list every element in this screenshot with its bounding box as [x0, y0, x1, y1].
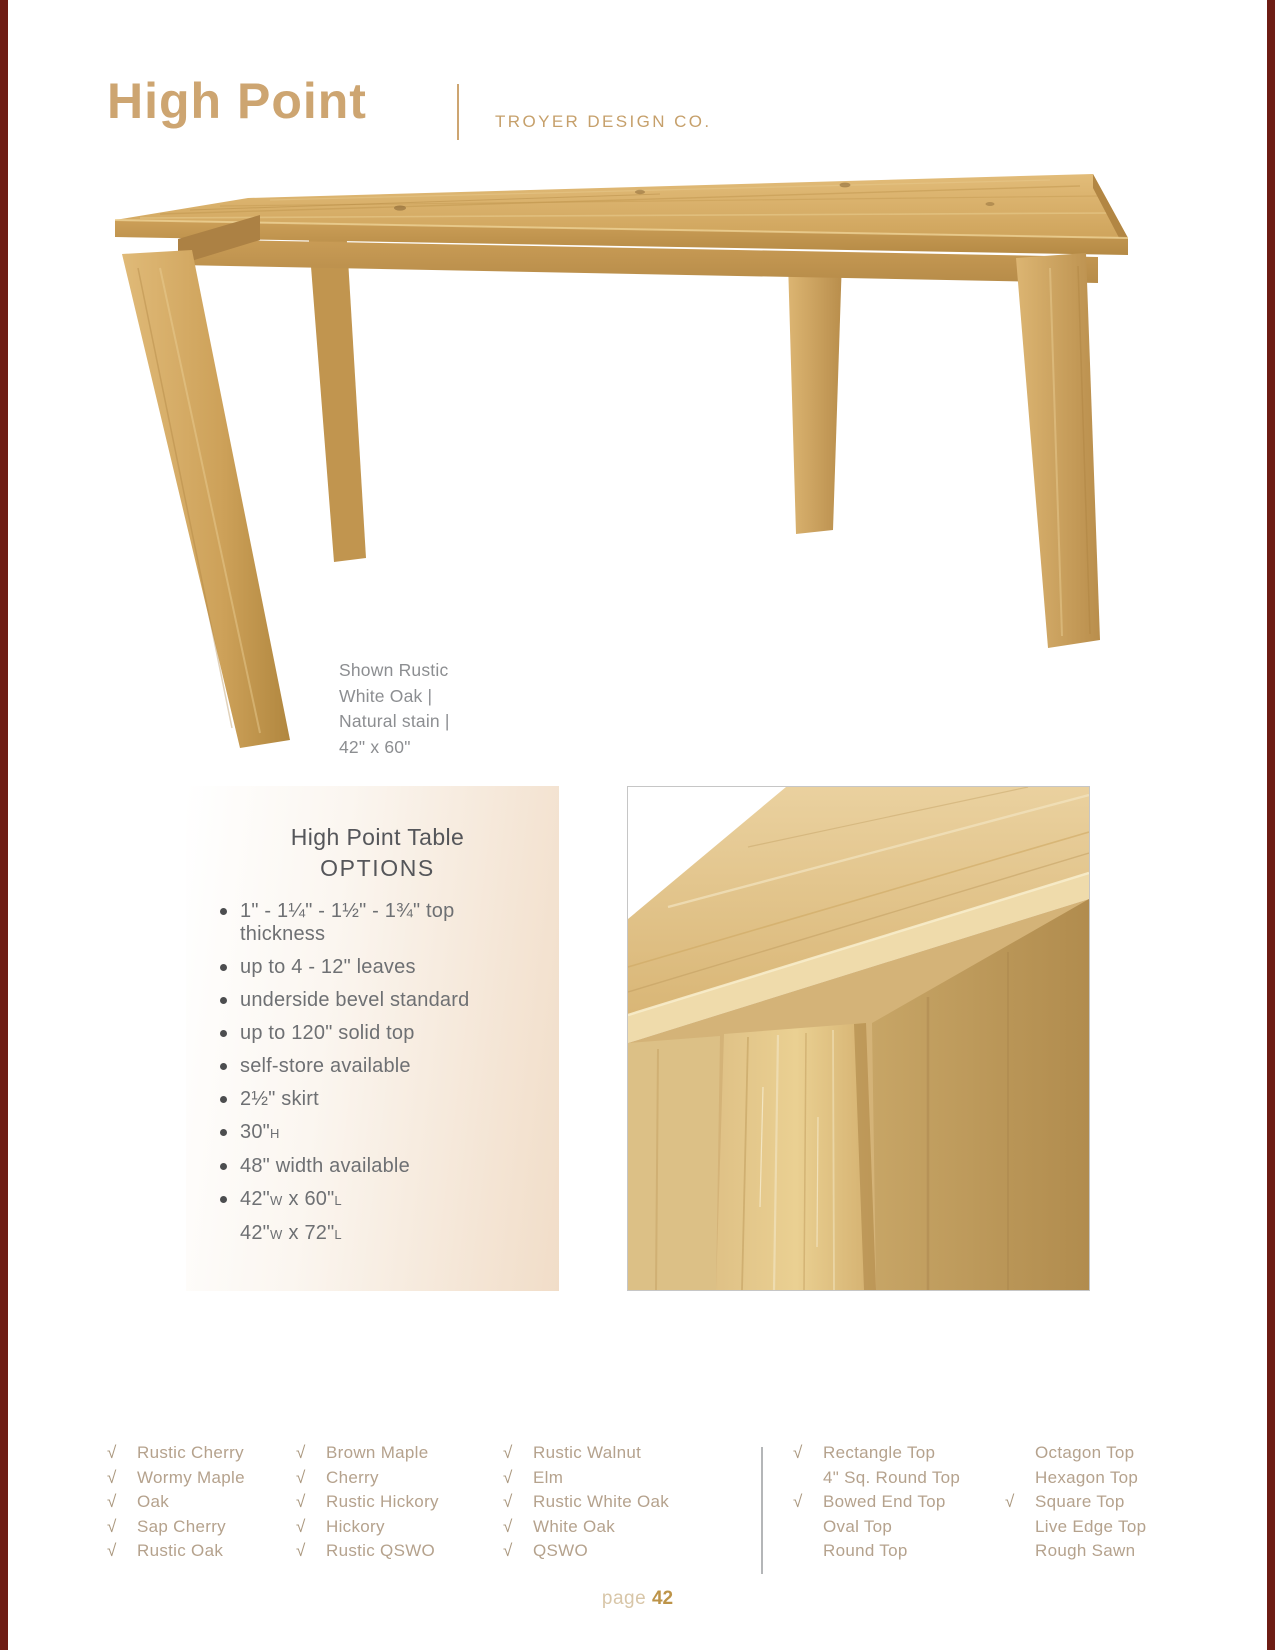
brand-name: TROYER DESIGN CO.	[495, 112, 712, 131]
check-mark: √	[503, 1516, 513, 1536]
check-mark: √	[793, 1443, 803, 1462]
footer-page-number: 42	[651, 1588, 674, 1609]
check-mark: √	[503, 1541, 513, 1561]
finish-row	[1005, 1515, 1146, 1540]
bullet-dot	[220, 1063, 227, 1070]
options-list	[214, 900, 541, 1246]
finish-row	[793, 1539, 960, 1564]
option-item-continuation: 42"W x 72"L	[214, 1222, 541, 1246]
finish-label: Oak	[137, 1492, 170, 1512]
finish-label: Octagon Top	[1035, 1443, 1135, 1462]
finish-label: QSWO	[533, 1541, 589, 1561]
footer-label: page	[601, 1588, 652, 1609]
option-item: 2½" skirt	[214, 1088, 541, 1111]
check-mark: √	[1005, 1492, 1015, 1512]
check-mark: √	[503, 1467, 513, 1487]
finish-label: Rustic Walnut	[533, 1443, 642, 1462]
finish-row	[503, 1441, 669, 1466]
table-illustration	[100, 158, 1145, 770]
finish-label: Hexagon Top	[1035, 1467, 1139, 1487]
finish-row	[1005, 1490, 1146, 1515]
option-item: 48" width available	[214, 1155, 541, 1178]
finish-row	[503, 1539, 669, 1564]
closeup-photo	[627, 786, 1090, 1291]
finish-label: Live Edge Top	[1035, 1516, 1147, 1536]
finish-row	[1005, 1539, 1146, 1564]
finish-label: Rectangle Top	[823, 1443, 936, 1462]
finish-row	[1005, 1441, 1146, 1466]
bullet-dot	[220, 908, 227, 915]
finish-label: Bowed End Top	[823, 1492, 946, 1512]
check-mark: √	[107, 1443, 117, 1462]
bullet-dot	[220, 1163, 227, 1170]
finish-row	[503, 1490, 669, 1515]
options-title	[214, 822, 541, 884]
finish-row	[296, 1466, 439, 1491]
finish-column	[107, 1441, 245, 1564]
finish-label: Oval Top	[823, 1516, 893, 1536]
finish-column	[296, 1441, 439, 1564]
finish-row	[1005, 1466, 1146, 1491]
option-item: 1" - 1¼" - 1½" - 1¾" top thickness	[214, 900, 541, 946]
finish-row	[107, 1515, 245, 1540]
finish-label: Round Top	[823, 1541, 908, 1561]
finish-column	[1005, 1441, 1146, 1564]
table-photo	[100, 158, 1145, 770]
finish-row	[793, 1515, 960, 1540]
finish-label: Brown Maple	[326, 1443, 429, 1462]
finish-label: 4" Sq. Round Top	[823, 1467, 961, 1487]
option-item: up to 4 - 12" leaves	[214, 956, 541, 979]
options-title-line2: OPTIONS	[320, 855, 435, 881]
caption-line: White Oak |	[339, 685, 433, 706]
option-item: self-store available	[214, 1055, 541, 1078]
check-mark: √	[503, 1492, 513, 1512]
right-edge-bar	[1267, 0, 1275, 1650]
check-mark: √	[107, 1541, 117, 1561]
option-item: up to 120" solid top	[214, 1022, 541, 1045]
finish-label: Rough Sawn	[1035, 1541, 1136, 1561]
option-item: 42"W x 60"L	[214, 1188, 541, 1212]
finish-label: Rustic White Oak	[533, 1492, 670, 1512]
finish-row	[107, 1490, 245, 1515]
finish-row	[503, 1515, 669, 1540]
finish-label: Hickory	[326, 1516, 385, 1536]
closeup-illustration	[628, 787, 1089, 1290]
page-footer	[0, 1588, 1275, 1610]
finish-row	[107, 1441, 245, 1466]
bullet-dot	[220, 1196, 227, 1203]
finish-row	[296, 1441, 439, 1466]
bullet-dot	[220, 997, 227, 1004]
finish-row	[296, 1515, 439, 1540]
finish-row	[296, 1539, 439, 1564]
finish-label: Rustic QSWO	[326, 1541, 436, 1561]
finish-label: Sap Cherry	[137, 1516, 226, 1536]
bullet-dot	[220, 1129, 227, 1136]
page-title: High Point	[107, 73, 367, 129]
option-item: underside bevel standard	[214, 989, 541, 1012]
finish-row	[296, 1490, 439, 1515]
check-mark: √	[296, 1467, 306, 1487]
finish-label: White Oak	[533, 1516, 616, 1536]
finish-label: Elm	[533, 1467, 564, 1487]
option-item: 30"H	[214, 1121, 541, 1145]
check-mark: √	[107, 1467, 117, 1487]
caption-line: Shown Rustic	[339, 660, 449, 680]
check-mark: √	[503, 1443, 513, 1462]
finish-label: Rustic Oak	[137, 1541, 224, 1561]
bullet-spacer	[220, 1230, 227, 1237]
check-mark: √	[296, 1492, 306, 1512]
check-mark: √	[296, 1443, 306, 1462]
title-divider	[457, 84, 459, 140]
bullet-dot	[220, 1096, 227, 1103]
check-mark: √	[296, 1541, 306, 1561]
finish-divider	[761, 1447, 763, 1574]
finish-label: Rustic Hickory	[326, 1492, 439, 1512]
finish-row	[107, 1466, 245, 1491]
finish-row	[503, 1466, 669, 1491]
caption-line: Natural stain |	[339, 711, 450, 731]
options-title-line1: High Point Table	[290, 824, 465, 850]
check-mark: √	[107, 1516, 117, 1536]
finish-label: Square Top	[1035, 1492, 1125, 1512]
finish-row	[793, 1490, 960, 1515]
bullet-dot	[220, 1030, 227, 1037]
left-edge-bar	[0, 0, 8, 1650]
finish-column	[793, 1441, 960, 1564]
finish-column	[503, 1441, 669, 1564]
finish-row	[793, 1441, 960, 1466]
check-mark: √	[793, 1492, 803, 1512]
finish-label: Wormy Maple	[137, 1467, 245, 1487]
options-panel	[186, 786, 559, 1291]
finish-row	[793, 1466, 960, 1491]
finish-row	[107, 1539, 245, 1564]
caption-line: 42" x 60"	[339, 736, 411, 757]
photo-caption	[339, 658, 450, 760]
check-mark: √	[107, 1492, 117, 1512]
finish-label: Rustic Cherry	[137, 1443, 244, 1462]
finish-label: Cherry	[326, 1467, 379, 1487]
check-mark: √	[296, 1516, 306, 1536]
bullet-dot	[220, 964, 227, 971]
